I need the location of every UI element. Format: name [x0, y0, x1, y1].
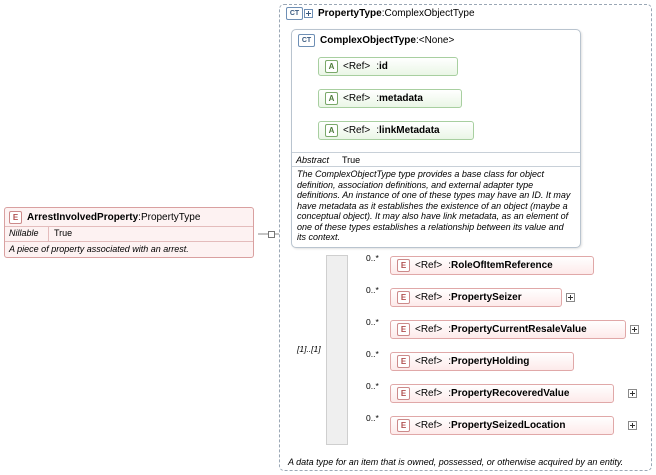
- occurs-label: 0..*: [366, 413, 379, 423]
- occurs-label: 0..*: [366, 317, 379, 327]
- child-element-name: PropertyRecoveredValue: [451, 388, 570, 399]
- root-element-type[interactable]: PropertyType: [140, 211, 201, 223]
- inner-complextype-header: [292, 30, 580, 49]
- child-separator: :: [448, 420, 452, 431]
- root-element-name: ArrestInvolvedProperty: [27, 211, 139, 223]
- nillable-row: [5, 227, 253, 242]
- attribute-separator: :: [376, 93, 380, 104]
- element-icon: E: [397, 323, 410, 336]
- child-element-row[interactable]: [390, 256, 594, 275]
- attribute-name: id: [379, 61, 388, 72]
- child-ref: <Ref>: [415, 420, 443, 431]
- inner-complextype-base: <None>: [418, 35, 455, 46]
- attribute-separator: :: [376, 61, 380, 72]
- attribute-name: metadata: [379, 93, 423, 104]
- nillable-label: Nillable: [5, 227, 49, 241]
- attribute-row[interactable]: [318, 121, 474, 140]
- expand-plus-icon[interactable]: [566, 293, 575, 302]
- sequence-occurs-label: [1]..[1]: [297, 344, 321, 354]
- element-icon: E: [397, 419, 410, 432]
- outer-complextype-title: PropertyType: [318, 8, 382, 19]
- occurs-label: 0..*: [366, 285, 379, 295]
- expand-plus-icon[interactable]: [304, 9, 313, 18]
- attribute-icon: A: [325, 124, 338, 137]
- child-separator: :: [448, 292, 452, 303]
- element-icon: E: [397, 387, 410, 400]
- occurs-label: 0..*: [366, 381, 379, 391]
- child-ref: <Ref>: [415, 388, 443, 399]
- child-element-name: PropertyCurrentResaleValue: [451, 324, 587, 335]
- outer-complextype-base[interactable]: ComplexObjectType: [384, 8, 475, 19]
- child-element-row[interactable]: [390, 288, 562, 307]
- element-icon: E: [397, 259, 410, 272]
- inner-complextype-documentation: The ComplexObjectType type provides a base class for object definition, association definitions, and external adapter type definitions. An instance of one of these types may have an ID. It may have metadata as it establishes the existence of an object (maybe a conceptual object). It may also have link metadata, as an element of one of these types establishes a relationship between its value and its context.: [297, 169, 571, 242]
- attribute-row[interactable]: [318, 57, 458, 76]
- nillable-value: True: [54, 228, 73, 238]
- outer-complextype-separator: :: [381, 8, 385, 19]
- attribute-icon: A: [325, 60, 338, 73]
- expand-connector-box[interactable]: [268, 231, 275, 238]
- child-element-row[interactable]: [390, 384, 614, 403]
- child-ref: <Ref>: [415, 324, 443, 335]
- expand-plus-icon[interactable]: [628, 389, 637, 398]
- attribute-row[interactable]: [318, 89, 462, 108]
- child-element-row[interactable]: [390, 320, 626, 339]
- root-element-header: [5, 208, 253, 227]
- attribute-ref: <Ref>: [343, 61, 371, 72]
- abstract-row: [292, 153, 580, 167]
- abstract-value: True: [342, 154, 361, 165]
- expand-plus-icon[interactable]: [630, 325, 639, 334]
- child-element-name: PropertySeizedLocation: [451, 420, 566, 431]
- child-separator: :: [448, 356, 452, 367]
- attribute-name: linkMetadata: [379, 125, 440, 136]
- child-element-name: RoleOfItemReference: [451, 260, 553, 271]
- child-separator: :: [448, 324, 452, 335]
- attribute-ref: <Ref>: [343, 125, 371, 136]
- inner-complextype-title: ComplexObjectType: [320, 35, 416, 46]
- element-icon: E: [9, 211, 22, 224]
- inner-complextype-separator: :: [415, 35, 419, 46]
- child-separator: :: [448, 388, 452, 399]
- complextype-icon: CT: [298, 34, 315, 47]
- child-element-name: PropertySeizer: [451, 292, 522, 303]
- child-ref: <Ref>: [415, 356, 443, 367]
- attribute-separator: :: [376, 125, 380, 136]
- root-element-box[interactable]: [4, 207, 254, 258]
- abstract-label: Abstract: [296, 154, 330, 165]
- child-ref: <Ref>: [415, 260, 443, 271]
- expand-plus-icon[interactable]: [628, 421, 637, 430]
- outer-complextype-documentation: A data type for an item that is owned, possessed, or otherwise acquired by an entity.: [288, 457, 624, 467]
- child-element-row[interactable]: [390, 352, 574, 371]
- abstract-section: [292, 152, 580, 246]
- occurs-label: 0..*: [366, 253, 379, 263]
- root-element-documentation: A piece of property associated with an arrest.: [9, 244, 189, 254]
- element-icon: E: [397, 355, 410, 368]
- attribute-ref: <Ref>: [343, 93, 371, 104]
- child-ref: <Ref>: [415, 292, 443, 303]
- attribute-icon: A: [325, 92, 338, 105]
- child-element-row[interactable]: [390, 416, 614, 435]
- root-element-separator: :: [138, 211, 141, 223]
- sequence-bar[interactable]: [326, 255, 348, 445]
- outer-complextype-header: [286, 7, 475, 20]
- element-icon: E: [397, 291, 410, 304]
- complextype-icon: CT: [286, 7, 303, 20]
- occurs-label: 0..*: [366, 349, 379, 359]
- child-element-name: PropertyHolding: [451, 356, 530, 367]
- child-separator: :: [448, 260, 452, 271]
